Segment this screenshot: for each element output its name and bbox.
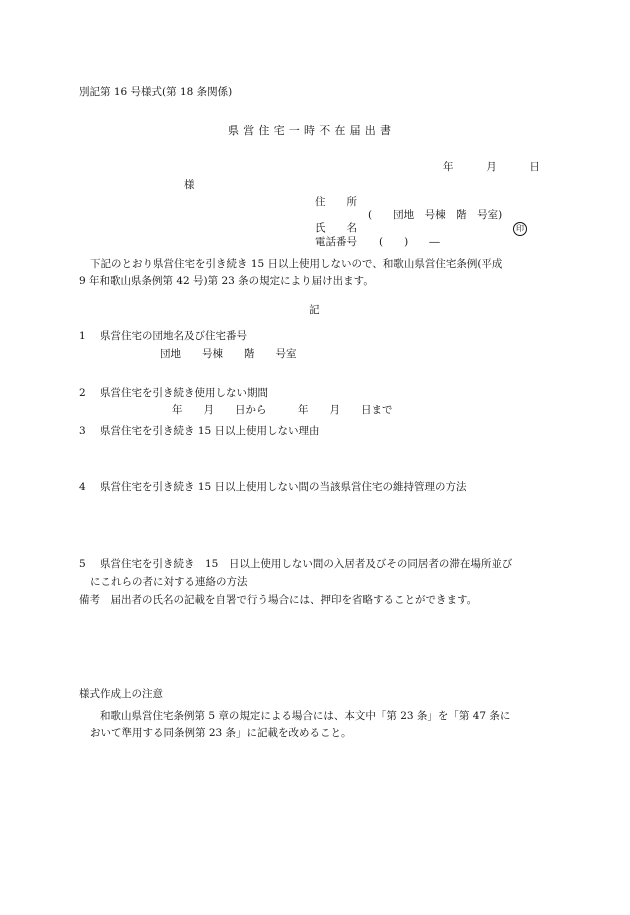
ki-heading: 記 — [309, 304, 320, 316]
item-3-number: 3 — [79, 425, 86, 437]
item-5-label-line-1: 県営住宅を引き続き 15 日以上使用しない間の入居者及びその同居者の滞在場所並び — [100, 558, 513, 570]
item-1-detail: 団地 号棟 階 号室 — [160, 348, 297, 360]
notes-line-2: おいて準用する同条例第 23 条」に記載を改めること。 — [90, 727, 352, 739]
item-4-label: 県営住宅を引き続き 15 日以上使用しない間の当該県営住宅の維持管理の方法 — [100, 481, 467, 493]
remarks: 備考 届出者の氏名の記載を自署で行う場合には、押印を省略することができます。 — [79, 594, 478, 606]
name-label: 氏 名 — [315, 222, 357, 234]
phone-format: ( ) ― — [379, 236, 440, 248]
address-detail: ( 団地 号棟 階 号室) — [368, 209, 503, 221]
notes-heading: 様式作成上の注意 — [79, 688, 163, 700]
item-1-number: 1 — [79, 330, 86, 342]
item-5-number: 5 — [79, 558, 86, 570]
intro-line-2: 9 年和歌山県条例第 42 号)第 23 条の規定により届け出ます。 — [79, 275, 374, 287]
intro-line-1: 下記のとおり県営住宅を引き続き 15 日以上使用しないので、和歌山県営住宅条例(平成 — [90, 258, 503, 270]
date-month: 月 — [486, 161, 497, 173]
item-2-detail: 年 月 日から 年 月 日まで — [172, 404, 393, 416]
item-2-number: 2 — [79, 387, 86, 399]
addressee-suffix: 様 — [184, 179, 195, 191]
item-2-label: 県営住宅を引き続き使用しない期間 — [100, 387, 268, 399]
date-year: 年 — [443, 161, 454, 173]
date-day: 日 — [529, 161, 540, 173]
notes-line-1: 和歌山県営住宅条例第 5 章の規定による場合には、本文中「第 23 条」を「第 47 条に — [100, 710, 511, 722]
form-number: 別記第 16 号様式(第 18 条関係) — [79, 86, 233, 98]
item-3-label: 県営住宅を引き続き 15 日以上使用しない理由 — [100, 425, 320, 437]
address-label: 住 所 — [315, 196, 357, 208]
item-1-label: 県営住宅の団地名及び住宅番号 — [100, 330, 247, 342]
item-5-label-line-2: にこれらの者に対する連絡の方法 — [90, 576, 248, 588]
date-line — [443, 161, 540, 174]
phone-label: 電話番号 — [315, 236, 357, 248]
form-title: 県営住宅一時不在届出書 — [228, 124, 396, 137]
seal-mark: 印 — [513, 222, 527, 236]
item-4-number: 4 — [79, 481, 86, 493]
